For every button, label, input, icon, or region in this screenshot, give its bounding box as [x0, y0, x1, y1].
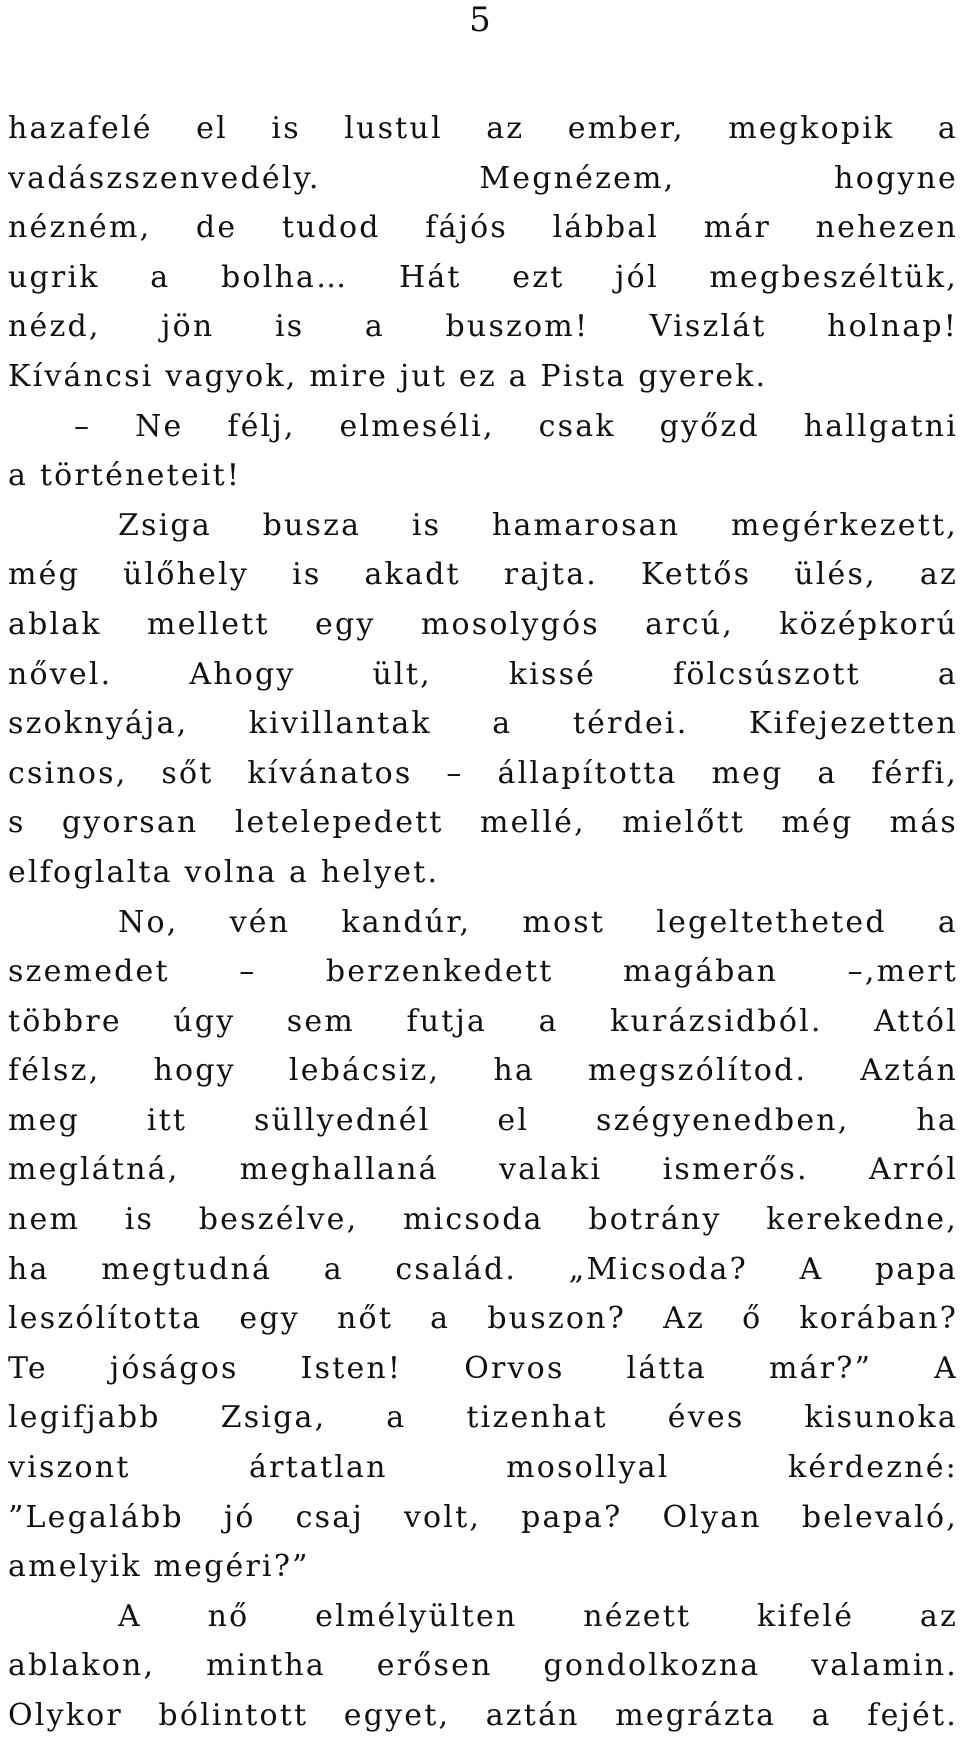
text-line: még ülőhely is akadt rajta. Kettős ülés, az — [8, 557, 958, 593]
text-line: Kíváncsi vagyok, mire jut ez a Pista gyerek. — [8, 358, 768, 394]
text-line: nézd, jön is a buszom! Viszlát holnap! — [8, 309, 958, 345]
text-line: – Ne félj, elmeséli, csak győzd hallgatni — [74, 408, 958, 444]
body-text — [8, 104, 958, 1741]
text-line: csinos, sőt kívánatos – állapította meg a férfi, — [8, 755, 958, 791]
text-line: szemedet – berzenkedett magában –,mert — [8, 954, 958, 990]
text-line: viszont ártatlan mosollyal kérdezné: — [8, 1450, 958, 1486]
text-line: ugrik a bolha… Hát ezt jól megbeszéltük, — [8, 259, 958, 295]
text-line: vadászszenvedély. Megnézem, hogyne — [8, 160, 958, 196]
text-line: s gyorsan letelepedett mellé, mielőtt még más — [8, 805, 958, 841]
text-line: nővel. Ahogy ült, kissé fölcsúszott a — [8, 656, 958, 692]
text-line: meglátná, meghallaná valaki ismerős. Arról — [8, 1152, 958, 1188]
text-line: Te jóságos Isten! Orvos látta már?” A — [8, 1350, 958, 1386]
text-line: a történeteit! — [8, 458, 242, 494]
text-line: ablakon, mintha erősen gondolkozna valamin. — [8, 1648, 958, 1684]
text-line: No, vén kandúr, most legeltetheted a — [118, 904, 958, 940]
text-line: ablak mellett egy mosolygós arcú, középkorú — [8, 606, 958, 642]
text-line: Zsiga busza is hamarosan megérkezett, — [118, 507, 958, 543]
text-line: hazafelé el is lustul az ember, megkopik a — [8, 111, 958, 146]
text-line: elfoglalta volna a helyet. — [8, 854, 440, 890]
text-line: ”Legalább jó csaj volt, papa? Olyan belevaló, — [8, 1499, 958, 1535]
text-line: szoknyája, kivillantak a térdei. Kifejezetten — [8, 706, 958, 742]
text-line: legifjabb Zsiga, a tizenhat éves kisunoka — [8, 1400, 958, 1436]
text-line: meg itt süllyednél el szégyenedben, ha — [8, 1102, 958, 1138]
text-line: Olykor bólintott egyet, aztán megrázta a fejét. — [8, 1698, 958, 1733]
text-line: amelyik megéri?” — [8, 1549, 310, 1585]
text-line: ha megtudná a család. „Micsoda? A papa — [8, 1251, 958, 1287]
text-line: többre úgy sem futja a kurázsidból. Attól — [8, 1003, 958, 1039]
text-line: leszólította egy nőt a buszon? Az ő korában? — [8, 1301, 958, 1337]
text-line: félsz, hogy lebácsiz, ha megszólítod. Aztán — [8, 1053, 958, 1089]
text-line: nézném, de tudod fájós lábbal már nehezen — [8, 210, 958, 246]
text-line: A nő elmélyülten nézett kifelé az — [118, 1598, 958, 1634]
text-line: nem is beszélve, micsoda botrány kerekedne, — [8, 1202, 958, 1238]
page-number: 5 — [469, 0, 491, 40]
